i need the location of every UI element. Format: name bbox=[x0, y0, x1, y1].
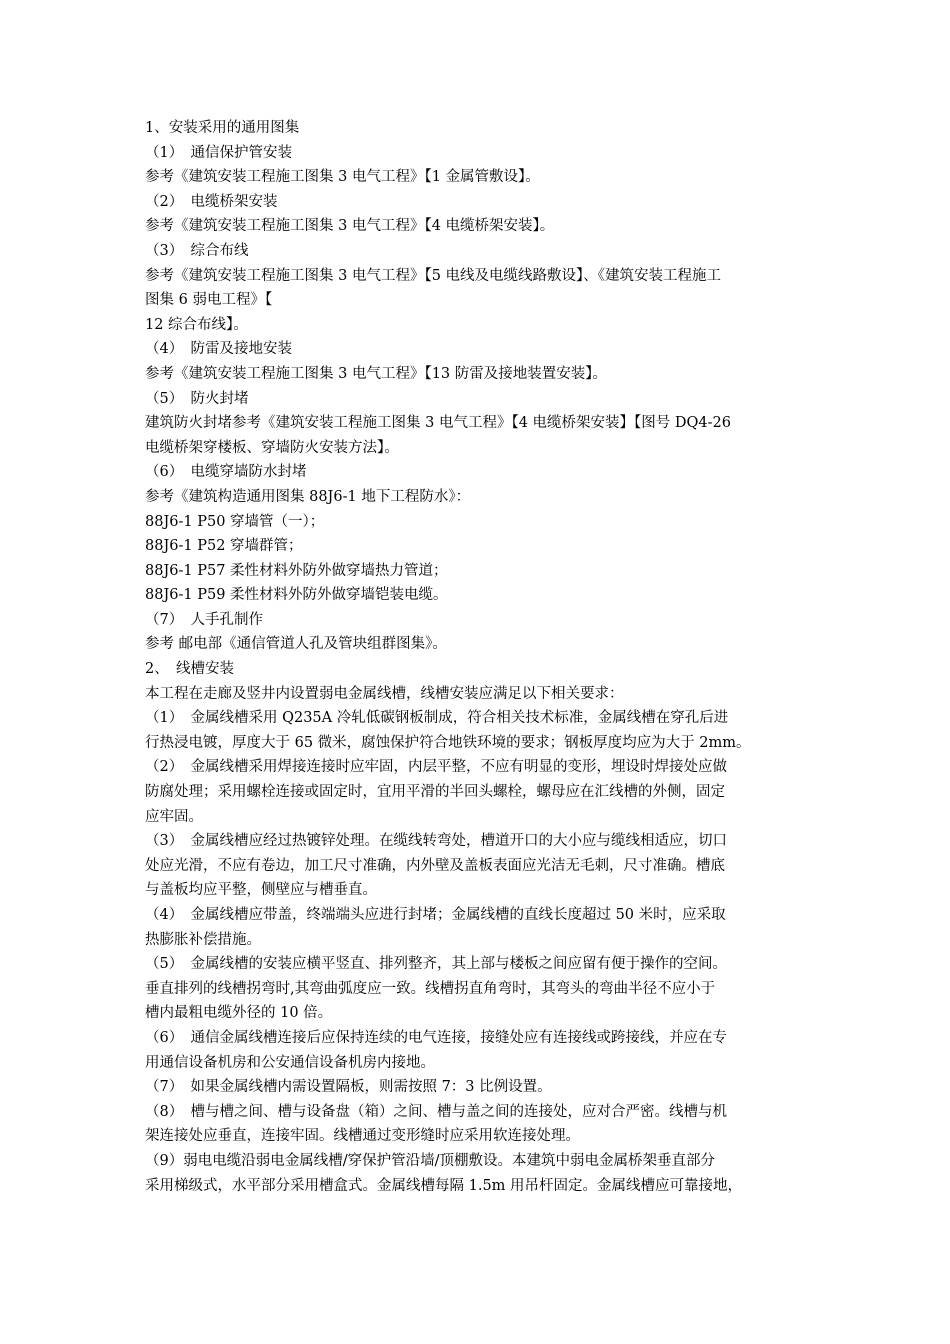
text-line: 88J6-1 P52 穿墙群管； bbox=[145, 538, 303, 555]
text-line: 1、安装采用的通用图集 bbox=[145, 120, 300, 136]
text-line: （6） 通信金属线槽连接后应保持连续的电气连接，接缝处应有连接线或跨接线，并应在专 bbox=[145, 1029, 727, 1046]
text-line: 参考《建筑安装工程施工图集 3 电气工程》【4 电缆桥架安装】。 bbox=[145, 218, 555, 235]
text-line: 热膨胀补偿措施。 bbox=[145, 931, 261, 948]
text-line: 88J6-1 P57 柔性材料外防外做穿墙热力管道； bbox=[145, 562, 448, 579]
text-line: 垂直排列的线槽拐弯时,其弯曲弧度应一致。线槽拐直角弯时，其弯头的弯曲半径不应小于 bbox=[145, 980, 716, 997]
text-line: （9）弱电电缆沿弱电金属线槽/穿保护管沿墙/顶棚敷设。本建筑中弱电金属桥架垂直部分 bbox=[145, 1152, 715, 1169]
text-line: 图集 6 弱电工程》【 bbox=[145, 292, 273, 309]
text-line: 处应光滑，不应有卷边，加工尺寸准确，内外壁及盖板表面应光洁无毛刺，尺寸准确。槽底 bbox=[145, 857, 725, 874]
text-line: 2、 线槽安装 bbox=[145, 661, 234, 678]
text-line: 参考《建筑安装工程施工图集 3 电气工程》【1 金属管敷设】。 bbox=[145, 169, 540, 186]
text-line: 用通信设备机房和公安通信设备机房内接地。 bbox=[145, 1054, 435, 1071]
text-line: 参考《建筑安装工程施工图集 3 电气工程》【5 电线及电缆线路敷设】、《建筑安装工程施工 bbox=[145, 267, 722, 284]
text-line: （7） 如果金属线槽内需设置隔板，则需按照 7：3 比例设置。 bbox=[145, 1079, 552, 1096]
text-line: 本工程在走廊及竖井内设置弱电金属线槽，线槽安装应满足以下相关要求： bbox=[145, 685, 624, 702]
text-line: 88J6-1 P50 穿墙管（一）； bbox=[145, 513, 325, 530]
text-line: （3） 金属线槽应经过热镀锌处理。在缆线转弯处，槽道开口的大小应与缆线相适应，切口 bbox=[145, 833, 727, 850]
text-line: 88J6-1 P59 柔性材料外防外做穿墙铠装电缆。 bbox=[145, 587, 448, 604]
text-line: （6） 电缆穿墙防水封堵 bbox=[145, 464, 307, 481]
text-line: 建筑防火封堵参考《建筑安装工程施工图集 3 电气工程》【4 电缆桥架安装】【图号 DQ4-26 bbox=[145, 415, 731, 432]
text-line: （5） 防火封堵 bbox=[145, 390, 249, 407]
text-line: （3） 综合布线 bbox=[145, 242, 249, 259]
text-line: 行热浸电镀，厚度大于 65 微米，腐蚀保护符合地铁环境的要求；钢板厚度均应为大于 2mm。 bbox=[145, 734, 751, 751]
text-line: 参考《建筑安装工程施工图集 3 电气工程》【13 防雷及接地装置安装】。 bbox=[145, 365, 608, 382]
text-line: （1） 金属线槽采用 Q235A 冷轧低碳钢板制成，符合相关技术标准，金属线槽在穿孔后进 bbox=[145, 710, 729, 727]
text-line: 12 综合布线】。 bbox=[145, 316, 248, 333]
text-line: （7） 人手孔制作 bbox=[145, 611, 263, 628]
text-line: 参考《建筑构造通用图集 88J6-1 地下工程防水》： bbox=[145, 488, 471, 505]
text-line: （4） 金属线槽应带盖，终端端头应进行封堵；金属线槽的直线长度超过 50 米时，应采取 bbox=[145, 907, 726, 923]
text-line: 槽内最粗电缆外径的 10 倍。 bbox=[145, 1005, 333, 1022]
document-body bbox=[145, 116, 809, 1198]
text-line: （8） 槽与槽之间、槽与设备盘（箱）之间、槽与盖之间的连接处，应对合严密。线槽与机 bbox=[145, 1103, 727, 1120]
text-line: 与盖板均应平整，侧壁应与槽垂直。 bbox=[145, 882, 377, 899]
text-line: 防腐处理；采用螺栓连接或固定时，宜用平滑的半回头螺栓，螺母应在汇线槽的外侧，固定 bbox=[145, 784, 725, 801]
text-line: （2） 金属线槽采用焊接连接时应牢固，内层平整，不应有明显的变形，埋设时焊接处应做 bbox=[145, 759, 727, 776]
text-line: 应牢固。 bbox=[145, 808, 203, 825]
text-line: （4） 防雷及接地安装 bbox=[145, 341, 292, 358]
text-line: （5） 金属线槽的安装应横平竖直、排列整齐，其上部与楼板之间应留有便于操作的空间。 bbox=[145, 956, 727, 973]
text-line: 电缆桥架穿楼板、穿墙防火安装方法】。 bbox=[145, 439, 399, 456]
text-line: 参考 邮电部《通信管道人孔及管块组群图集》。 bbox=[145, 636, 447, 653]
text-line: 采用梯级式，水平部分采用槽盒式。金属线槽每隔 1.5m 用吊杆固定。金属线槽应可靠接地， bbox=[145, 1177, 743, 1194]
text-line: （1） 通信保护管安装 bbox=[145, 144, 292, 161]
text-line: （2） 电缆桥架安装 bbox=[145, 193, 278, 210]
text-line: 架连接处应垂直，连接牢固。线槽通过变形缝时应采用软连接处理。 bbox=[145, 1128, 580, 1145]
